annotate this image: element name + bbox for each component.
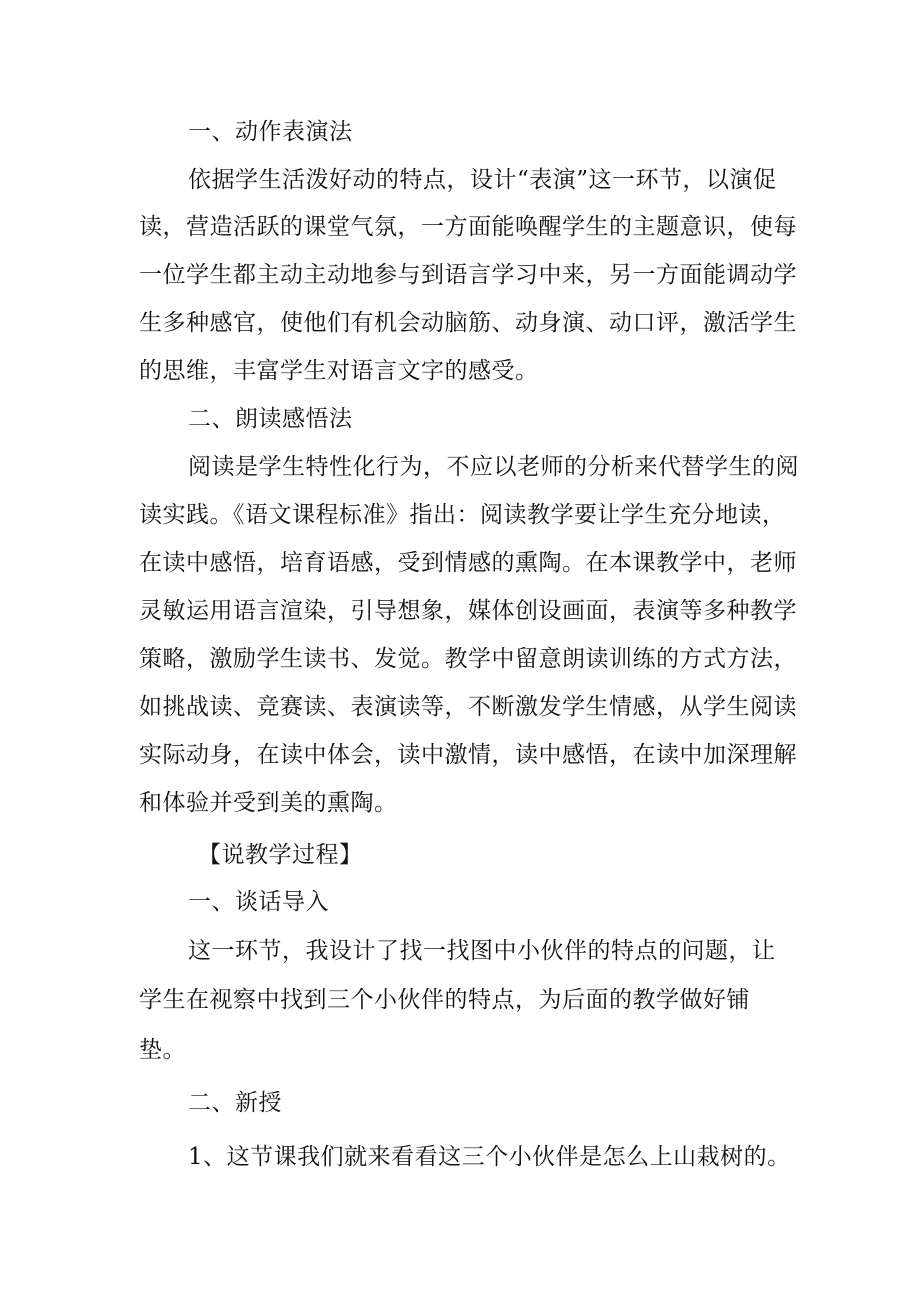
paragraph-line: 的思维，丰富学生对语言文字的感受。 xyxy=(139,358,539,384)
paragraph-line: 学生在视察中找到三个小伙伴的特点，为后面的教学做好铺 xyxy=(139,987,750,1013)
section-heading-action-performance: 一、动作表演法 xyxy=(188,119,353,145)
paragraph-line: 实际动身，在读中体会，读中激情，读中感悟，在读中加深理解 xyxy=(139,742,797,768)
paragraph-line: 一位学生都主动主动地参与到语言学习中来，另一方面能调动学 xyxy=(139,262,797,288)
section-heading-new-lesson: 二、新授 xyxy=(188,1090,282,1116)
paragraph-line: 灵敏运用语言渲染，引导想象，媒体创设画面，表演等多种教学 xyxy=(139,598,797,624)
list-item: 1、这节课我们就来看看这三个小伙伴是怎么上山栽树的。 xyxy=(188,1144,791,1170)
section-heading-conversation-intro: 一、谈话导入 xyxy=(188,889,329,915)
paragraph-line: 阅读是学生特性化行为，不应以老师的分析来代替学生的阅 xyxy=(188,454,799,480)
paragraph-line: 这一环节，我设计了找一找图中小伙伴的特点的问题，让 xyxy=(188,938,776,964)
paragraph-line: 在读中感悟，培育语感，受到情感的熏陶。在本课教学中，老师 xyxy=(139,550,797,576)
section-heading-reading-perception: 二、朗读感悟法 xyxy=(188,406,353,432)
teaching-process-title: 【说教学过程】 xyxy=(198,842,363,868)
paragraph-line: 垫。 xyxy=(139,1037,186,1063)
paragraph-line: 策略，激励学生读书、发觉。教学中留意朗读训练的方式方法， xyxy=(139,646,797,672)
paragraph-line: 读实践。《语文课程标准》指出：阅读教学要让学生充分地读， xyxy=(139,502,786,528)
paragraph-line: 和体验并受到美的熏陶。 xyxy=(139,790,398,816)
paragraph-line: 生多种感官，使他们有机会动脑筋、动身演、动口评，激活学生 xyxy=(139,310,797,336)
paragraph-line: 依据学生活泼好动的特点，设计“表演”这一环节，以演促 xyxy=(188,167,777,193)
paragraph-line: 读，营造活跃的课堂气氛，一方面能唤醒学生的主题意识，使每 xyxy=(139,214,797,240)
paragraph-line: 如挑战读、竞赛读、表演读等，不断激发学生情感，从学生阅读 xyxy=(139,694,797,720)
